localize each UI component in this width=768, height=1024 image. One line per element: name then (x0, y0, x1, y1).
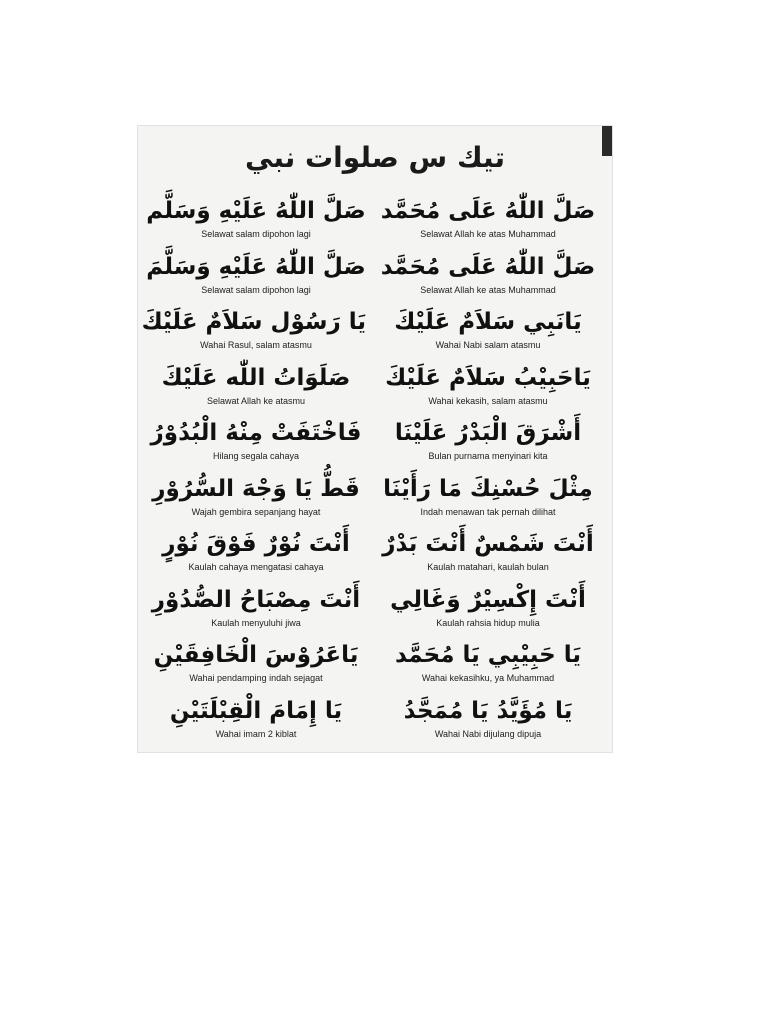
verse-row (138, 416, 612, 472)
verse-translation: Wahai imam 2 kiblat (215, 728, 297, 739)
verse-translation: Wahai Rasul, salam atasmu (200, 340, 312, 350)
arabic-verse-line: أَنْتَ إِكْسِيْرٌ وَغَالِي (390, 586, 586, 613)
arabic-verse-line: قَطُّ يَا وَجْهَ السُّرُوْرِ (152, 475, 360, 502)
verse-row (138, 583, 612, 639)
arabic-verse-line: صَلَّ اللّٰهُ عَلَى مُحَمَّد (380, 253, 596, 280)
arabic-verse-line: أَشْرَقَ الْبَدْرُ عَلَيْنَا (394, 420, 582, 446)
verse-row (138, 472, 612, 528)
verse-translation: Kaulah menyuluhi jiwa (211, 617, 301, 628)
verse-list (138, 194, 612, 749)
page-title: تيك س صلوات نبي (245, 141, 505, 174)
arabic-verse-line: فَاخْتَفَتْ مِنْهُ الْبُدُوْرُ (150, 420, 362, 446)
arabic-verse-line: أَنْتَ شَمْسٌ أَنْتَ بَدْرٌ (382, 531, 594, 557)
verse-row (138, 527, 612, 583)
verse-left-column (146, 472, 366, 518)
verse-row (138, 638, 612, 694)
verse-translation: Selawat Allah ke atasmu (206, 395, 306, 406)
verse-left-column (141, 305, 366, 351)
verse-left-column (146, 694, 366, 740)
verse-translation: Bulan purnama menyinari kita (428, 451, 548, 461)
verse-right-column (378, 250, 598, 296)
verse-translation: Kaulah cahaya mengatasi cahaya (188, 562, 324, 572)
verse-translation: Wajah gembira sepanjang hayat (191, 506, 321, 517)
verse-translation: Selawat salam dipohon lagi (201, 284, 311, 295)
arabic-verse-line: يَا إِمَامَ الْقِبْلَتَيْنِ (169, 697, 343, 724)
document-sheet (138, 126, 612, 752)
verse-right-column (378, 305, 598, 351)
arabic-verse-line: أَنْتَ مِصْبَاحُ الصُّدُوْرِ (151, 586, 361, 613)
verse-translation: Selawat salam dipohon lagi (201, 229, 311, 239)
verse-left-column (146, 194, 366, 240)
verse-row (138, 194, 612, 250)
verse-translation: Wahai pendamping indah sejagat (189, 673, 323, 683)
verse-translation: Hilang segala cahaya (212, 451, 300, 461)
verse-right-column (378, 416, 598, 462)
arabic-verse-line: يَاعَرُوْسَ الْخَافِقَيْنِ (153, 642, 359, 668)
arabic-verse-line: صَلَوَاتُ اللّٰه عَلَيْكَ (161, 364, 351, 391)
arabic-verse-line: صَلَّ اللّٰهُ عَلَيْهِ وَسَلَّمَ (146, 253, 366, 280)
arabic-verse-line: صَلَّ اللّٰهُ عَلَى مُحَمَّد (380, 198, 596, 224)
verse-translation: Indah menawan tak pernah dilihat (420, 506, 556, 517)
verse-left-column (146, 361, 366, 407)
verse-translation: Wahai Nabi salam atasmu (435, 340, 541, 350)
arabic-verse-line: يَاحَبِيْبُ سَلاَمٌ عَلَيْكَ (385, 364, 591, 391)
arabic-verse-line: يَا مُؤَيَّدُ يَا مُمَجَّدُ (403, 697, 573, 724)
verse-translation: Selawat Allah ke atas Muhammad (420, 284, 556, 295)
verse-right-column (378, 472, 598, 518)
verse-row (138, 694, 612, 750)
verse-left-column (146, 583, 366, 629)
verse-right-column (378, 583, 598, 629)
verse-right-column (378, 527, 598, 573)
verse-translation: Wahai kekasih, salam atasmu (428, 395, 548, 406)
verse-left-column (146, 416, 366, 462)
verse-translation: Wahai kekasihku, ya Muhammad (421, 673, 555, 683)
verse-right-column (378, 194, 598, 240)
verse-right-column (378, 361, 598, 407)
verse-left-column (146, 250, 366, 296)
arabic-verse-line: يَا حَبِيْبِي يَا مُحَمَّد (394, 642, 582, 668)
verse-left-column (146, 638, 366, 684)
arabic-verse-line: يَا رَسُوْل سَلاَمٌ عَلَيْكَ (141, 309, 366, 335)
verse-row (138, 305, 612, 361)
verse-translation: Kaulah rahsia hidup mulia (436, 617, 540, 628)
verse-translation: Kaulah matahari, kaulah bulan (427, 562, 549, 572)
arabic-verse-line: صَلَّ اللّٰهُ عَلَيْهِ وَسَلَّم (146, 198, 366, 224)
arabic-verse-line: يَانَبِي سَلاَمٌ عَلَيْكَ (394, 309, 582, 335)
verse-translation: Selawat Allah ke atas Muhammad (420, 229, 556, 239)
verse-translation: Wahai Nabi dijulang dipuja (434, 728, 542, 739)
verse-row (138, 361, 612, 417)
verse-right-column (378, 694, 598, 740)
verse-row (138, 250, 612, 306)
verse-right-column (378, 638, 598, 684)
verse-left-column (146, 527, 366, 573)
arabic-verse-line: مِثْلَ حُسْنِكَ مَا رَأَيْنَا (383, 475, 593, 502)
arabic-verse-line: أَنْتَ نُوْرٌ فَوْقَ نُوْرٍ (162, 531, 350, 557)
